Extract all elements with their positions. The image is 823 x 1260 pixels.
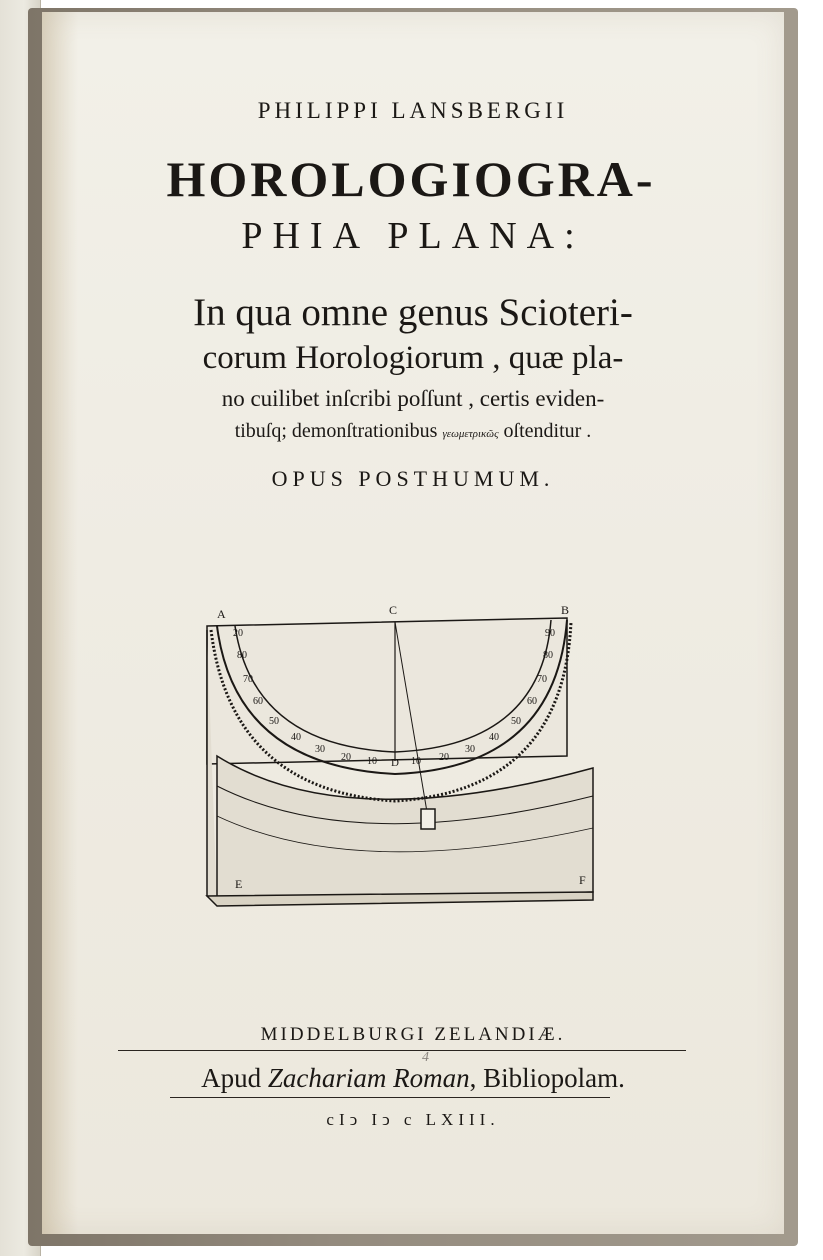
figure-label-b: B xyxy=(561,603,570,617)
title-line-1: HOROLOGIOGRA- xyxy=(166,151,656,207)
scale-tick: 50 xyxy=(511,716,521,727)
imprint-rule-bottom xyxy=(170,1097,610,1098)
sundial-figure xyxy=(195,596,605,911)
imprint-printer-prefix: Apud xyxy=(201,1063,262,1093)
figure-label-c: C xyxy=(389,603,398,617)
scale-tick: 80 xyxy=(237,650,247,661)
description-line-4 xyxy=(42,420,784,443)
scale-tick: 50 xyxy=(269,716,279,727)
manuscript-mark: 4 xyxy=(422,1050,429,1065)
title-line-2: PHIA PLANA: xyxy=(241,215,585,257)
scale-tick: 90 xyxy=(545,628,555,639)
scale-tick: 40 xyxy=(489,732,499,743)
description-line-4a: tibuſq; demonſtrationibus xyxy=(234,420,438,442)
imprint-printer-name: Zachariam Roman xyxy=(267,1063,470,1093)
scale-tick: 70 xyxy=(243,674,253,685)
scale-tick: 20 xyxy=(233,628,243,639)
scale-tick: 20 xyxy=(439,752,449,763)
imprint-printer-suffix: , Bibliopolam. xyxy=(469,1063,625,1093)
imprint-date: cIↄ Iↄ c LXIII. xyxy=(326,1110,500,1129)
figure-label-d: D xyxy=(391,757,399,769)
imprint-printer xyxy=(42,1063,784,1094)
imprint-rule-top xyxy=(118,1050,686,1051)
description-line-4b: oſtenditur . xyxy=(503,420,592,442)
scale-tick: 70 xyxy=(537,674,547,685)
imprint-place: MIDDELBURGI ZELANDIÆ. xyxy=(260,1024,566,1045)
figure-label-e: E xyxy=(235,877,243,891)
figure-label-f: F xyxy=(579,873,586,887)
description-line-1: In qua omne genus Scioteri- xyxy=(193,291,633,334)
figure-plumb-weight xyxy=(421,809,435,829)
scale-tick: 80 xyxy=(543,650,553,661)
scale-tick: 10 xyxy=(367,756,377,767)
scale-tick: 40 xyxy=(291,732,301,743)
description-line-2: corum Horologiorum , quæ pla- xyxy=(202,340,624,376)
figure-back-board xyxy=(207,618,567,764)
scale-tick: 30 xyxy=(315,744,325,755)
description-greek-word: γεωμετρικῶς xyxy=(442,428,499,440)
scale-tick: 10 xyxy=(411,756,421,767)
scale-tick: 20 xyxy=(341,752,351,763)
author-name: PHILIPPI LANSBERGII xyxy=(257,98,569,123)
figure-label-a: A xyxy=(217,607,226,621)
scale-tick: 60 xyxy=(527,696,537,707)
scale-tick: 30 xyxy=(465,744,475,755)
description-line-3: no cuilibet inſcribi poſſunt , certis eviden- xyxy=(221,386,605,411)
subtitle: OPUS POSTHUMUM. xyxy=(271,466,555,491)
scale-tick: 60 xyxy=(253,696,263,707)
